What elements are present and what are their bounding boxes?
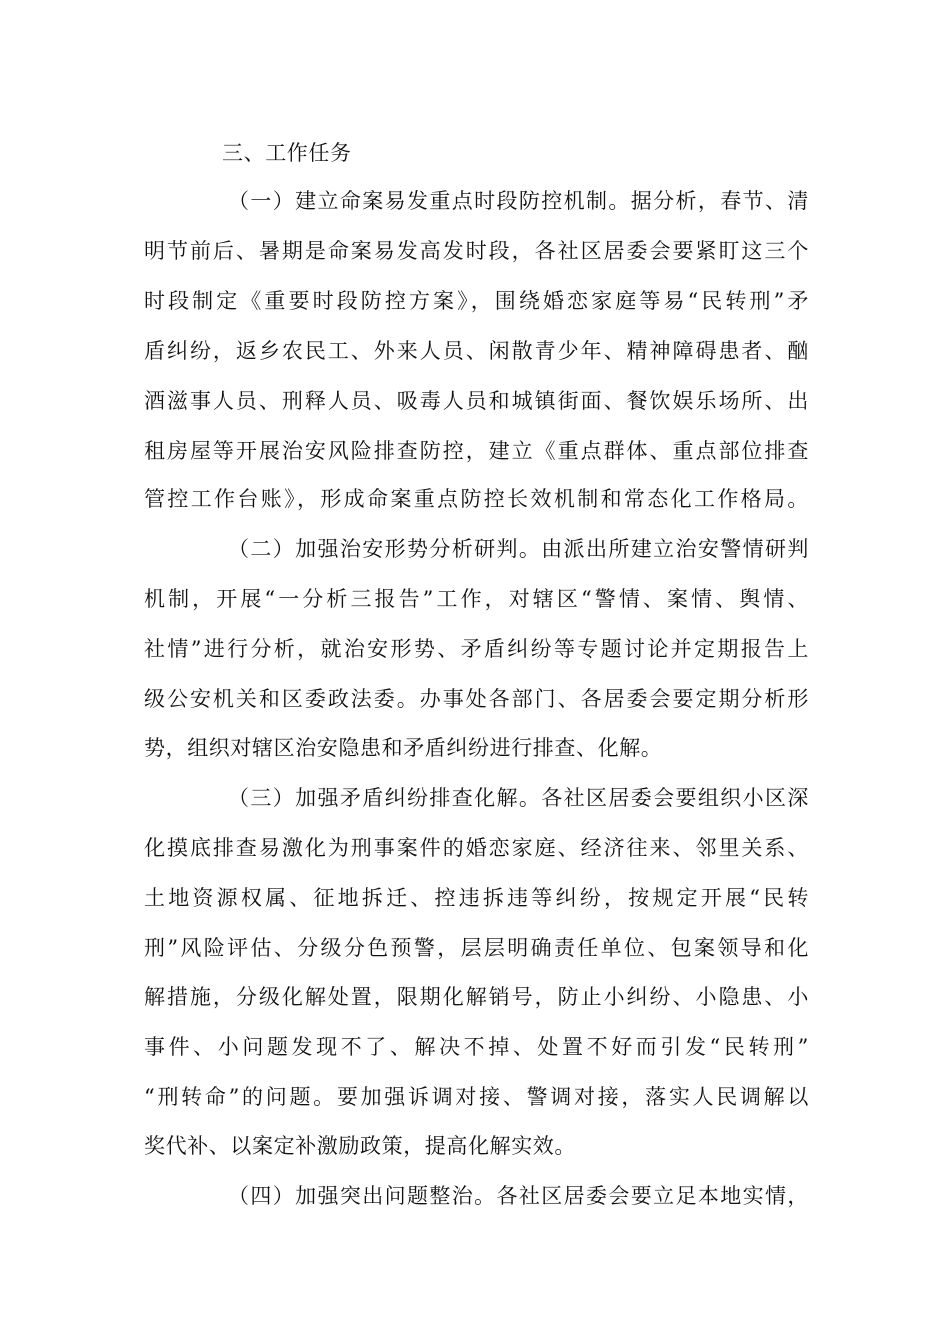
paragraph-line: 土地资源权属、征地拆迁、控违拆违等纠纷，按规定开展“民转: [144, 886, 809, 910]
paragraph-line: 刑”风险评估、分级分色预警，层层明确责任单位、包案领导和化: [144, 936, 809, 960]
paragraph-line: 奖代补、以案定补激励政策，提高化解实效。: [144, 1134, 576, 1158]
paragraph-line: （四）加强突出问题整治。各社区居委会要立足本地实情，: [228, 1184, 809, 1208]
paragraph-line: 解措施，分级化解处置，限期化解销号，防止小纠纷、小隐患、小: [144, 985, 809, 1009]
paragraph-line: 机制，开展“一分析三报告”工作，对辖区“警情、案情、舆情、: [144, 587, 809, 611]
paragraph-line: 酒滋事人员、刑释人员、吸毒人员和城镇街面、餐饮娱乐场所、出: [144, 389, 809, 413]
paragraph-line: 盾纠纷，返乡农民工、外来人员、闲散青少年、精神障碍患者、酗: [144, 339, 809, 363]
paragraph-line: 租房屋等开展治安风险排查防控，建立《重点群体、重点部位排查: [144, 439, 809, 463]
paragraph-line: （二）加强治安形势分析研判。由派出所建立治安警情研判: [228, 537, 809, 561]
paragraph-line: 社情”进行分析，就治安形势、矛盾纠纷等专题讨论并定期报告上: [144, 637, 809, 661]
paragraph-line: 管控工作台账》，形成命案重点防控长效机制和常态化工作格局。: [144, 487, 809, 511]
section-heading: 三、工作任务: [222, 141, 352, 165]
paragraph-line: 势，组织对辖区治安隐患和矛盾纠纷进行排查、化解。: [144, 736, 663, 760]
paragraph-line: 化摸底排查易激化为刑事案件的婚恋家庭、经济往来、邻里关系、: [144, 836, 809, 860]
paragraph-line: 级公安机关和区委政法委。办事处各部门、各居委会要定期分析形: [144, 687, 809, 711]
paragraph-line: 明节前后、暑期是命案易发高发时段，各社区居委会要紧盯这三个: [144, 239, 809, 263]
paragraph-line: 事件、小问题发现不了、解决不掉、处置不好而引发“民转刑”: [144, 1035, 809, 1059]
paragraph-line: （三）加强矛盾纠纷排查化解。各社区居委会要组织小区深: [228, 786, 809, 810]
paragraph-line: 时段制定《重要时段防控方案》，围绕婚恋家庭等易“民转刑”矛: [144, 289, 809, 313]
paragraph-line: （一）建立命案易发重点时段防控机制。据分析，春节、清: [228, 189, 809, 213]
paragraph-line: “刑转命”的问题。要加强诉调对接、警调对接，落实人民调解以: [144, 1085, 809, 1109]
